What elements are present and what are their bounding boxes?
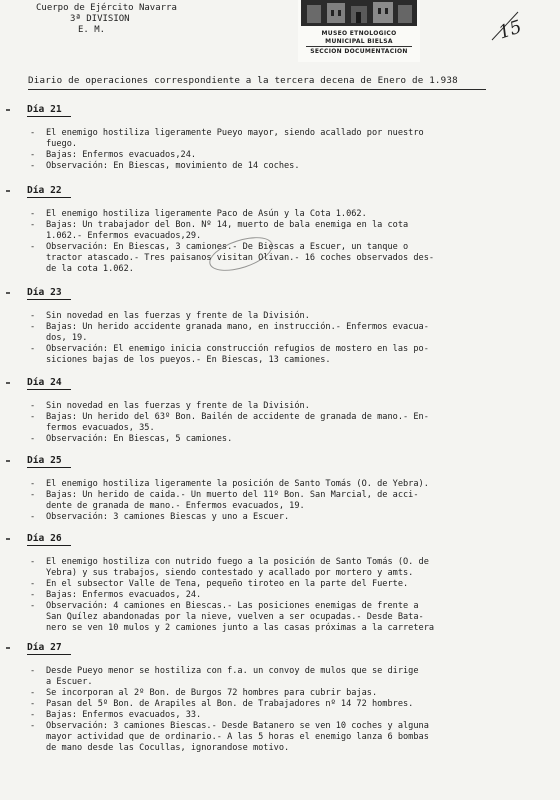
margin-mark	[6, 190, 10, 192]
day-heading-underline	[27, 299, 71, 300]
entry-bullet: -	[30, 710, 36, 720]
day-heading: Día 21	[27, 104, 62, 115]
entry-line	[0, 512, 560, 523]
entry-line	[0, 401, 560, 412]
entry-bullet: -	[30, 311, 36, 321]
entry-line	[0, 150, 560, 161]
title-underline	[28, 89, 486, 90]
day-heading-underline	[27, 389, 71, 390]
margin-mark	[6, 382, 10, 384]
entry-line	[0, 423, 560, 434]
entry-text: En el subsector Valle de Tena, pequeño tiroteo en la parte del Fuerte.	[46, 579, 409, 589]
entry-continuation-text: San Quílez abandonadas por la nieve, vuelven a ser ocupadas.- Desde Bata-	[46, 612, 424, 622]
entry-line	[0, 220, 560, 231]
stamp-line-1: MUSEO ETNOLOGICO	[321, 30, 397, 37]
entry-line	[0, 242, 560, 253]
entry-line	[0, 579, 560, 590]
museum-stamp	[298, 0, 420, 62]
day-heading: Día 22	[27, 185, 62, 196]
margin-mark	[6, 538, 10, 540]
entry-text: Bajas: Un herido de caida.- Un muerto del 11º Bon. San Marcial, de acci-	[46, 490, 419, 500]
entry-bullet: -	[30, 209, 36, 219]
day-heading: Día 27	[27, 642, 62, 653]
entry-bullet: -	[30, 512, 36, 522]
entry-text: Observación: En Biescas, movimiento de 14 coches.	[46, 161, 300, 171]
entry-line	[0, 732, 560, 743]
margin-mark	[6, 647, 10, 649]
entry-line	[0, 128, 560, 139]
entry-text: Observación: 3 camiones Biescas.- Desde Batanero se ven 10 coches y alguna	[46, 721, 429, 731]
entry-line	[0, 434, 560, 445]
entry-text: Observación: 4 camiones en Biescas.- Las posiciones enemigas de frente a	[46, 601, 419, 611]
entry-bullet: -	[30, 479, 36, 489]
entry-continuation-text: fuego.	[46, 139, 78, 149]
day-heading-underline	[27, 197, 71, 198]
entry-continuation-text: nero se ven 10 mulos y 2 camiones junto a las casas próximas a la carretera	[46, 623, 435, 633]
entry-line	[0, 501, 560, 512]
header-line-1: Cuerpo de Ejército Navarra	[36, 3, 177, 13]
day-heading: Día 26	[27, 533, 62, 544]
entry-line	[0, 601, 560, 612]
header-line-3: E. M.	[78, 25, 106, 35]
entry-line	[0, 743, 560, 754]
entry-text: Sin novedad en las fuerzas y frente de la División.	[46, 401, 310, 411]
entry-line	[0, 590, 560, 601]
entry-line	[0, 231, 560, 242]
entry-bullet: -	[30, 161, 36, 171]
entry-line	[0, 253, 560, 264]
day-heading-underline	[27, 545, 71, 546]
entry-text: Bajas: Enfermos evacuados, 33.	[46, 710, 202, 720]
entry-text: Sin novedad en las fuerzas y frente de la División.	[46, 311, 310, 321]
entry-bullet: -	[30, 412, 36, 422]
entry-bullet: -	[30, 150, 36, 160]
entry-line	[0, 721, 560, 732]
entry-text: Observación: En Biescas, 5 camiones.	[46, 434, 233, 444]
day-entries	[0, 311, 560, 366]
museum-building-icon	[301, 0, 417, 26]
entry-text: Pasan del 5º Bon. de Arapiles al Bon. de Trabajadores nº 14 72 hombres.	[46, 699, 414, 709]
entry-line	[0, 479, 560, 490]
entry-line	[0, 139, 560, 150]
day-entries	[0, 666, 560, 754]
entry-bullet: -	[30, 434, 36, 444]
stamp-line-2: MUNICIPAL BIELSA	[325, 38, 393, 45]
entry-line	[0, 710, 560, 721]
folio-number: 15	[496, 16, 525, 44]
entry-text: Bajas: Un trabajador del Bon. Nº 14, muerto de bala enemiga en la cota	[46, 220, 409, 230]
entry-bullet: -	[30, 579, 36, 589]
entry-bullet: -	[30, 590, 36, 600]
entry-text: Observación: En Biescas, 3 camiones.- De Biescas a Escuer, un tanque o	[46, 242, 409, 252]
entry-text: Observación: 3 camiones Biescas y uno a Escuer.	[46, 512, 290, 522]
entry-continuation-text: Yebra) y sus trabajos, siendo contestado y acallado por mortero y amts.	[46, 568, 414, 578]
entry-line	[0, 209, 560, 220]
entry-bullet: -	[30, 242, 36, 252]
entry-bullet: -	[30, 322, 36, 332]
margin-mark	[6, 292, 10, 294]
entry-line	[0, 623, 560, 634]
entry-continuation-text: de mano desde las Cocullas, ignorandose motivo.	[46, 743, 290, 753]
entry-continuation-text: a Escuer.	[46, 677, 93, 687]
entry-continuation-text: 1.062.- Enfermos evacuados,29.	[46, 231, 202, 241]
entry-text: Bajas: Enfermos evacuados,24.	[46, 150, 197, 160]
day-heading: Día 24	[27, 377, 62, 388]
entry-line	[0, 161, 560, 172]
day-entries	[0, 128, 560, 172]
entry-line	[0, 333, 560, 344]
day-entries	[0, 479, 560, 523]
entry-bullet: -	[30, 220, 36, 230]
stamp-line-3: SECCION DOCUMENTACION	[310, 48, 408, 55]
entry-text: El enemigo hostiliza ligeramente la posición de Santo Tomás (O. de Yebra).	[46, 479, 429, 489]
entry-line	[0, 612, 560, 623]
margin-mark	[6, 109, 10, 111]
entry-continuation-text: mayor actividad que de ordinario.- A las 5 horas el enemigo lanza 6 bombas	[46, 732, 429, 742]
entry-line	[0, 677, 560, 688]
entry-bullet: -	[30, 666, 36, 676]
entry-text: Se incorporan al 2º Bon. de Burgos 72 hombres para cubrir bajas.	[46, 688, 378, 698]
entry-line	[0, 557, 560, 568]
entry-bullet: -	[30, 557, 36, 567]
day-entries	[0, 557, 560, 634]
entry-line	[0, 344, 560, 355]
entry-bullet: -	[30, 601, 36, 611]
entry-line	[0, 568, 560, 579]
entry-line	[0, 490, 560, 501]
entry-text: Observación: El enemigo inicia construcción refugios de mostero en las po-	[46, 344, 429, 354]
document-title: Diario de operaciones correspondiente a la tercera decena de Enero de 1.938	[28, 75, 458, 86]
entry-continuation-text: fermos evacuados, 35.	[46, 423, 155, 433]
entry-bullet: -	[30, 688, 36, 698]
document-header	[0, 0, 560, 64]
entry-text: El enemigo hostiliza ligeramente Pueyo mayor, siendo acallado por nuestro	[46, 128, 424, 138]
entry-text: Bajas: Un herido accidente granada mano, en instrucción.- Enfermos evacua-	[46, 322, 429, 332]
entry-bullet: -	[30, 401, 36, 411]
entry-text: El enemigo hostiliza ligeramente Paco de Asún y la Cota 1.062.	[46, 209, 367, 219]
margin-mark	[6, 460, 10, 462]
entry-line	[0, 412, 560, 423]
entry-continuation-text: tractor atascado.- Tres paisanos visitan Olivan.- 16 coches observados des-	[46, 253, 435, 263]
handwritten-folio-number	[488, 6, 530, 50]
entry-line	[0, 688, 560, 699]
day-heading-underline	[27, 467, 71, 468]
entry-bullet: -	[30, 344, 36, 354]
entry-bullet: -	[30, 128, 36, 138]
entry-line	[0, 322, 560, 333]
entry-text: Bajas: Un herido del 63º Bon. Bailén de accidente de granada de mano.- En-	[46, 412, 429, 422]
day-heading-underline	[27, 116, 71, 117]
day-entries	[0, 401, 560, 445]
entry-bullet: -	[30, 721, 36, 731]
stamp-divider	[306, 46, 412, 47]
entry-line	[0, 311, 560, 322]
entry-text: Desde Pueyo menor se hostiliza con f.a. un convoy de mulos que se dirige	[46, 666, 419, 676]
entry-text: Bajas: Enfermos evacuados, 24.	[46, 590, 202, 600]
entry-text: El enemigo hostiliza con nutrido fuego a la posición de Santo Tomás (O. de	[46, 557, 429, 567]
day-heading: Día 25	[27, 455, 62, 466]
entry-line	[0, 264, 560, 275]
entry-line	[0, 355, 560, 366]
header-line-2: 3ª DIVISION	[70, 14, 130, 24]
entry-line	[0, 699, 560, 710]
day-heading-underline	[27, 654, 71, 655]
entry-continuation-text: de la cota 1.062.	[46, 264, 134, 274]
entry-continuation-text: dos, 19.	[46, 333, 88, 343]
day-heading: Día 23	[27, 287, 62, 298]
entry-continuation-text: siciones bajas de los pueyos.- En Biescas, 13 camiones.	[46, 355, 331, 365]
entry-bullet: -	[30, 699, 36, 709]
day-entries	[0, 209, 560, 275]
entry-line	[0, 666, 560, 677]
entry-continuation-text: dente de granada de mano.- Enfermos evacuados, 19.	[46, 501, 305, 511]
entry-bullet: -	[30, 490, 36, 500]
